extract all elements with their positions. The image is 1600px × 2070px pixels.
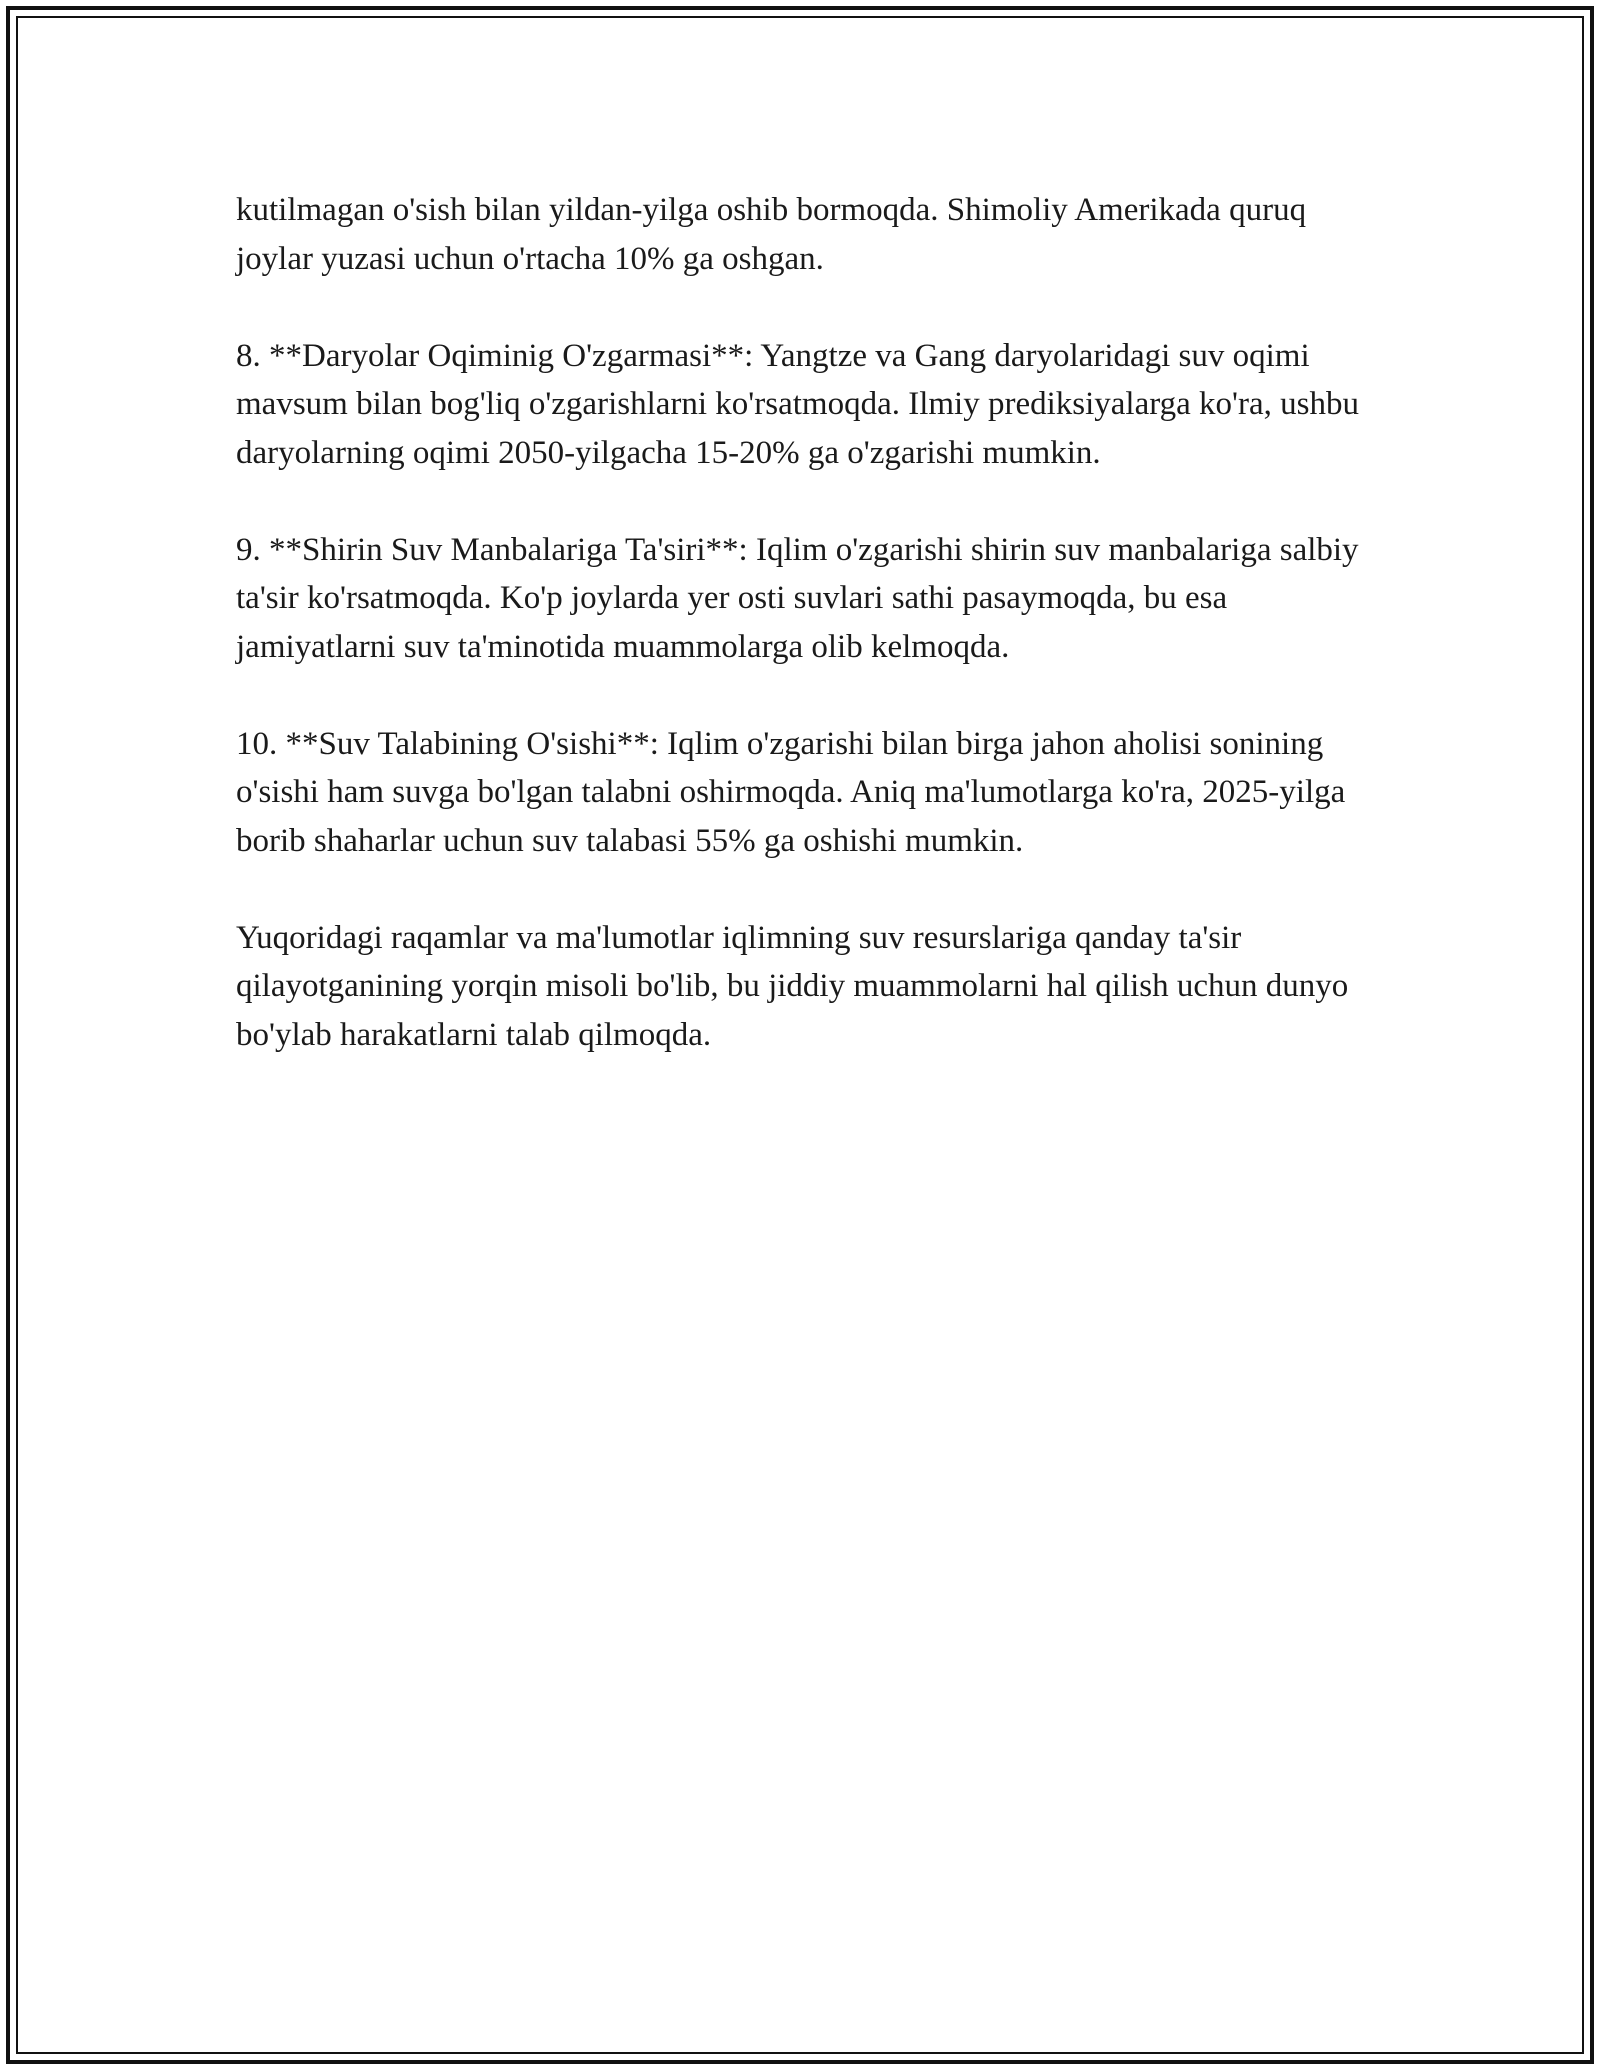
document-body <box>236 186 1366 1108</box>
paragraph-continuation: kutilmagan o'sish bilan yildan-yilga oshib bormoqda. Shimoliy Amerikada quruq joylar yuzasi uchun o'rtacha 10% ga oshgan. <box>236 192 1307 277</box>
paragraph-item-9-freshwater: 9. **Shirin Suv Manbalariga Ta'siri**: Iqlim o'zgarishi shirin suv manbalariga salbiy ta'sir ko'rsatmoqda. Ko'p joylarda yer osti suvlari sathi pasaymoqda, bu esa jamiyatlarni suv ta'minotida muammolarga olib kelmoqda. <box>236 531 1359 665</box>
paragraph-conclusion: Yuqoridagi raqamlar va ma'lumotlar iqlimning suv resurslariga qanday ta'sir qilayotganining yorqin misoli bo'lib, bu jiddiy muammolarni hal qilish uchun dunyo bo'ylab harakatlarni talab qilmoqda. <box>236 919 1349 1053</box>
paragraph-item-8-river-flow: 8. **Daryolar Oqiminig O'zgarmasi**: Yangtze va Gang daryolaridagi suv oqimi mavsum bilan bog'liq o'zgarishlarni ko'rsatmoqda. Ilmiy prediksiyalarga ko'ra, ushbu daryolarning oqimi 2050-yilgacha 15-20% ga o'zgarishi mumkin. <box>236 337 1359 471</box>
paragraph-item-10-water-demand: 10. **Suv Talabining O'sishi**: Iqlim o'zgarishi bilan birga jahon aholisi sonining o'sishi ham suvga bo'lgan talabni oshirmoqda. Aniq ma'lumotlarga ko'ra, 2025-yilga borib shaharlar uchun suv talabasi 55% ga oshishi mumkin. <box>236 725 1346 859</box>
